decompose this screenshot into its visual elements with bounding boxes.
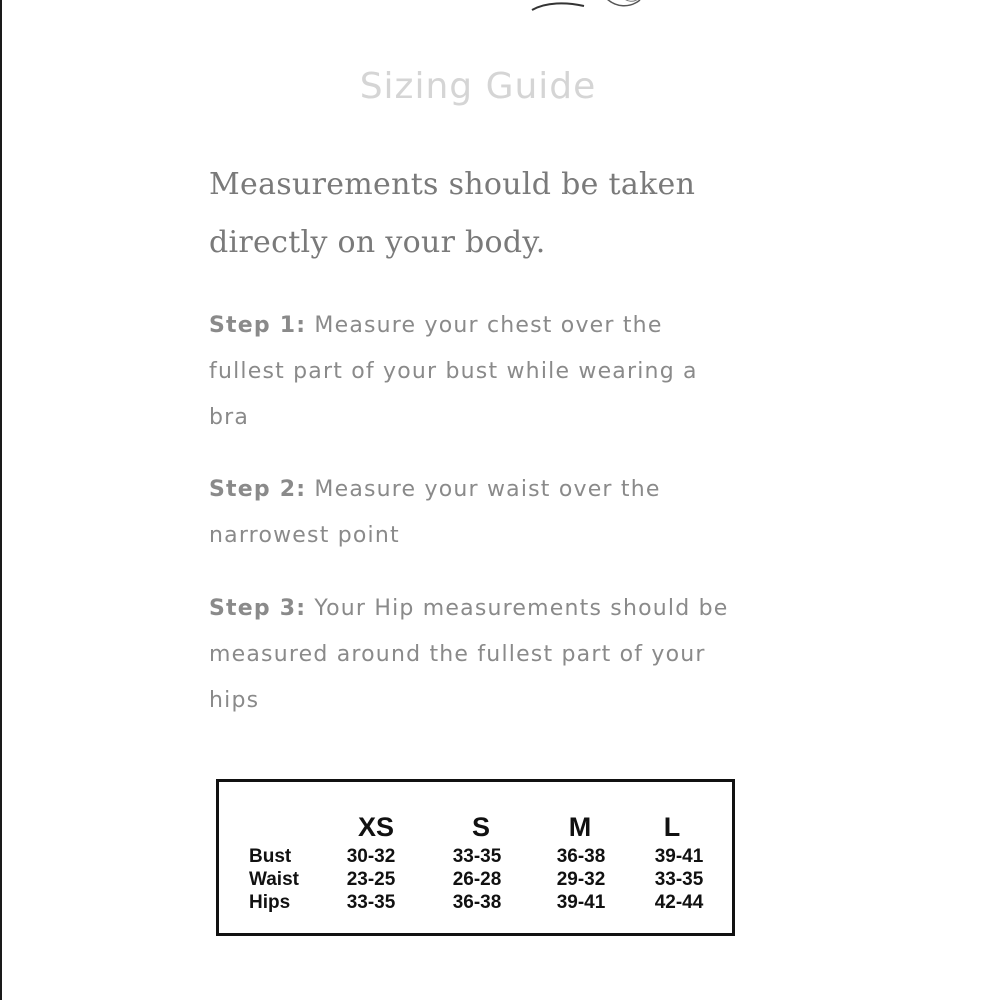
table-cell: 33-35 xyxy=(654,869,704,890)
size-header-xs: XS xyxy=(357,812,395,842)
step-text: Measure your chest over the fullest part of your bust while wearing a bra xyxy=(209,313,698,430)
step-1 xyxy=(209,303,739,441)
size-header-s: S xyxy=(471,812,490,842)
step-3 xyxy=(209,586,739,724)
size-header-m: M xyxy=(568,812,592,842)
row-label-bust: Bust xyxy=(249,846,292,867)
intro-text: Measurements should be taken directly on your body. xyxy=(209,167,696,260)
table-cell: 29-32 xyxy=(556,869,606,890)
table-cell: 42-44 xyxy=(654,892,704,913)
table-cell: 26-28 xyxy=(452,869,502,890)
table-cell: 33-35 xyxy=(346,892,396,913)
size-header-l: L xyxy=(663,812,681,842)
row-label-hips: Hips xyxy=(249,892,291,913)
page-left-border xyxy=(0,0,2,1000)
table-cell: 36-38 xyxy=(556,846,606,867)
table-cell: 36-38 xyxy=(452,892,502,913)
row-label-waist: Waist xyxy=(249,869,299,890)
decorative-flourish-icon xyxy=(526,0,656,16)
table-cell: 39-41 xyxy=(654,846,704,867)
page-title: Sizing Guide xyxy=(359,66,597,107)
step-2 xyxy=(209,467,739,559)
table-cell: 33-35 xyxy=(452,846,502,867)
table-cell: 39-41 xyxy=(556,892,606,913)
step-label: Step 2: xyxy=(209,477,307,502)
size-chart xyxy=(216,779,735,936)
step-text: Measure your waist over the narrowest point xyxy=(209,477,661,548)
table-cell: 30-32 xyxy=(346,846,396,867)
table-cell: 23-25 xyxy=(346,869,396,890)
step-label: Step 3: xyxy=(209,596,307,621)
step-text: Your Hip measurements should be measured around the fullest part of your hips xyxy=(209,596,729,713)
step-label: Step 1: xyxy=(209,313,307,338)
